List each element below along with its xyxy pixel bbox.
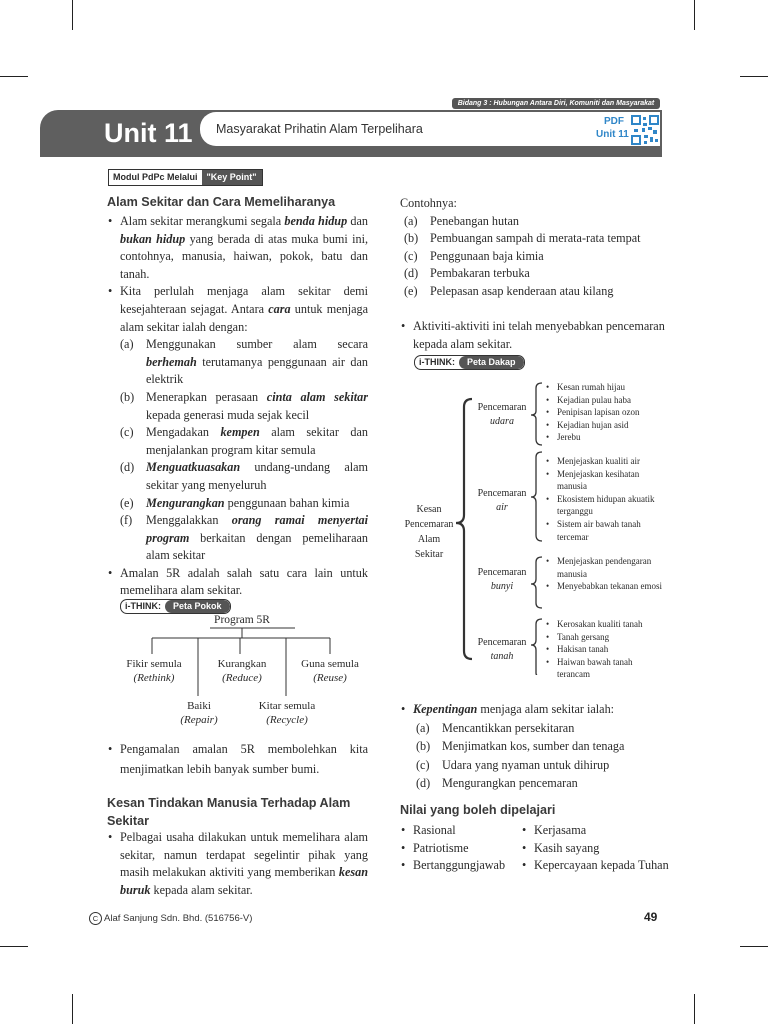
list-item: • Patriotisme bbox=[400, 840, 518, 858]
list-item: (e) Mengurangkan penggunaan bahan kimia bbox=[120, 495, 350, 510]
crop-mark bbox=[0, 76, 28, 77]
list-item: (e) Pelepasan asap kenderaan atau kilang bbox=[404, 283, 614, 298]
list-item: (a) Mencantikkan persekitaran bbox=[416, 720, 575, 735]
list-item: • Kesan rumah hijau bbox=[546, 381, 666, 394]
tree-node-reuse: Guna semula (Reuse) bbox=[301, 658, 359, 684]
list-item: • Kejadian pulau haba bbox=[546, 394, 666, 407]
pdf-label: PDF bbox=[604, 116, 624, 127]
list-item: • Kasih sayang bbox=[521, 840, 671, 858]
crop-mark bbox=[694, 0, 695, 30]
paragraph-pengamalan-5r: • Pengamalan amalan 5R membolehkan kita menjimatkan lebih banyak sumber bumi. bbox=[107, 739, 368, 779]
ithink-tag-peta-pokok: i-THINK: Peta Pokok bbox=[120, 599, 231, 614]
paragraph-kepentingan: • Kepentingan menjaga alam sekitar ialah: bbox=[400, 700, 668, 719]
list-item: • Ekosistem hidupan akuatik terganggu bbox=[546, 493, 664, 518]
paragraph-aktiviti-pencemaran: • Aktiviti-aktiviti ini telah menyebabkan pencemaran kepada alam sekitar. bbox=[400, 318, 668, 353]
tree-root: Program 5R bbox=[214, 614, 270, 626]
section-title-alam-sekitar: Alam Sekitar dan Cara Memeliharanya bbox=[107, 195, 336, 209]
list-item: (c) Mengadakan kempen alam sekitar dan menjalankan program kitar semula bbox=[120, 425, 368, 457]
section-title-kesan-tindakan: Kesan Tindakan Manusia Terhadap Alam Sekitar bbox=[107, 796, 351, 828]
left-column-text bbox=[107, 213, 368, 600]
crop-mark bbox=[694, 994, 695, 1024]
list-item: • Hakisan tanah bbox=[546, 643, 664, 656]
paragraph-kesan-buruk: • Pelbagai usaha dilakukan untuk memelihara alam sekitar, namun terdapat segelintir pihak yang masih melakukan aktiviti yang memberikan kesan buruk kepada alam sekitar. bbox=[107, 829, 368, 899]
list-item: • Bertanggungjawab bbox=[400, 857, 518, 875]
tree-node-recycle: Kitar semula (Recycle) bbox=[258, 700, 316, 726]
list-item: • Menjejaskan kesihatan manusia bbox=[546, 468, 664, 493]
brace-group-bunyi: Pencemaran bunyi bbox=[477, 567, 527, 592]
list-item: (a) Menggunakan sumber alam secara berhemah terutamanya penggunaan air dan elektrik bbox=[120, 337, 368, 387]
module-tag bbox=[108, 169, 263, 186]
bunyi-items bbox=[546, 555, 664, 593]
crop-mark bbox=[72, 0, 73, 30]
crop-mark bbox=[72, 994, 73, 1024]
list-item: (d) Menguatkuasakan undang-undang alam sekitar yang menyeluruh bbox=[120, 460, 368, 492]
list-item: • Jerebu bbox=[546, 431, 666, 444]
unit-label: Unit 11 bbox=[104, 118, 193, 148]
list-item: (c) Udara yang nyaman untuk dihirup bbox=[416, 757, 610, 772]
brace-group-tanah: Pencemaran tanah bbox=[477, 637, 527, 662]
paragraph-cara-menjaga: • Kita perlulah menjaga alam sekitar demi kesejahteraan sejagat. Antara cara untuk menjaga alam sekitar ialah dengan: bbox=[107, 283, 368, 336]
list-item: (d) Mengurangkan pencemaran bbox=[416, 776, 578, 790]
udara-items bbox=[546, 381, 666, 444]
tree-node-reduce: Kurangkan (Reduce) bbox=[217, 658, 267, 684]
brace-center-label: Kesan Pencemaran Alam Sekitar bbox=[404, 504, 454, 560]
examples-list bbox=[400, 213, 668, 301]
strand-banner bbox=[452, 98, 660, 109]
tree-node-rethink: Fikir semula (Rethink) bbox=[126, 658, 182, 684]
list-item: • Penipisan lapisan ozon bbox=[546, 406, 666, 419]
crop-mark bbox=[740, 76, 768, 77]
tree-node-repair: Baiki (Repair) bbox=[180, 700, 218, 726]
list-item: • Kejadian hujan asid bbox=[546, 419, 666, 432]
list-item: (b) Menerapkan perasaan cinta alam sekitar kepada generasi muda sejak kecil bbox=[120, 389, 368, 422]
module-tag-label: Modul PdPc Melalui bbox=[113, 172, 198, 182]
list-item: • Kerjasama bbox=[521, 822, 671, 840]
ways-list bbox=[107, 336, 368, 565]
list-item: • Kerosakan kualiti tanah bbox=[546, 618, 664, 631]
page-number: 49 bbox=[644, 910, 658, 924]
strand-text: Bidang 3 : Hubungan Antara Diri, Komuniti dan Masyarakat bbox=[457, 100, 655, 107]
list-item: • Menjejaskan kualiti air bbox=[546, 455, 664, 468]
values-left-list bbox=[400, 822, 518, 875]
list-item: (c) Penggunaan baja kimia bbox=[404, 248, 544, 263]
list-item: • Kepercayaan kepada Tuhan bbox=[521, 857, 671, 875]
footer-publisher: C Alaf Sanjung Sdn. Bhd. (516756-V) bbox=[89, 912, 252, 925]
list-item: (b) Pembuangan sampah di merata-rata tempat bbox=[404, 231, 641, 246]
list-item: • Sistem air bawah tanah tercemar bbox=[546, 518, 664, 543]
copyright-icon: C bbox=[89, 912, 102, 925]
tanah-items bbox=[546, 618, 664, 681]
unit-title: Masyarakat Prihatin Alam Terpelihara bbox=[216, 122, 423, 136]
list-item: • Menjejaskan pendengaran manusia bbox=[546, 555, 664, 580]
brace-group-udara: Pencemaran udara bbox=[477, 402, 527, 427]
crop-mark bbox=[740, 946, 768, 947]
brace-group-air: Pencemaran air bbox=[477, 488, 527, 513]
examples-title: Contohnya: bbox=[400, 196, 457, 210]
list-item: • Menyebabkan tekanan emosi bbox=[546, 580, 664, 593]
list-item: (f) Menggalakkan orang ramai menyertai program berkaitan dengan pemeliharaan alam sekitar bbox=[120, 513, 368, 563]
module-tag-key: "Key Point" bbox=[202, 170, 262, 185]
list-item: • Rasional bbox=[400, 822, 518, 840]
list-item: (d) Pembakaran terbuka bbox=[404, 266, 530, 281]
ithink-tag-peta-dakap: i-THINK: Peta Dakap bbox=[414, 355, 525, 370]
values-right-list bbox=[521, 822, 671, 875]
air-items bbox=[546, 455, 664, 543]
importance-block bbox=[400, 700, 668, 793]
right-column-top bbox=[400, 195, 668, 301]
pdf-unit-label: Unit 11 bbox=[596, 129, 629, 140]
list-item: (a) Penebangan hutan bbox=[404, 213, 520, 228]
list-item: (b) Menjimatkan kos, sumber dan tenaga bbox=[416, 739, 625, 753]
list-item: • Haiwan bawah tanah terancam bbox=[546, 656, 664, 681]
crop-mark bbox=[0, 946, 28, 947]
qr-code-icon[interactable] bbox=[631, 115, 659, 145]
list-item: • Tanah gersang bbox=[546, 631, 664, 644]
paragraph-alam-sekitar: • Alam sekitar merangkumi segala benda hidup dan bukan hidup yang berada di atas muka bumi ini, contohnya, manusia, haiwan, pokok, batu dan tanah. bbox=[107, 213, 368, 283]
paragraph-amalan-5r: • Amalan 5R adalah salah satu cara lain untuk memelihara alam sekitar. bbox=[107, 565, 368, 600]
section-title-nilai: Nilai yang boleh dipelajari bbox=[400, 803, 556, 817]
